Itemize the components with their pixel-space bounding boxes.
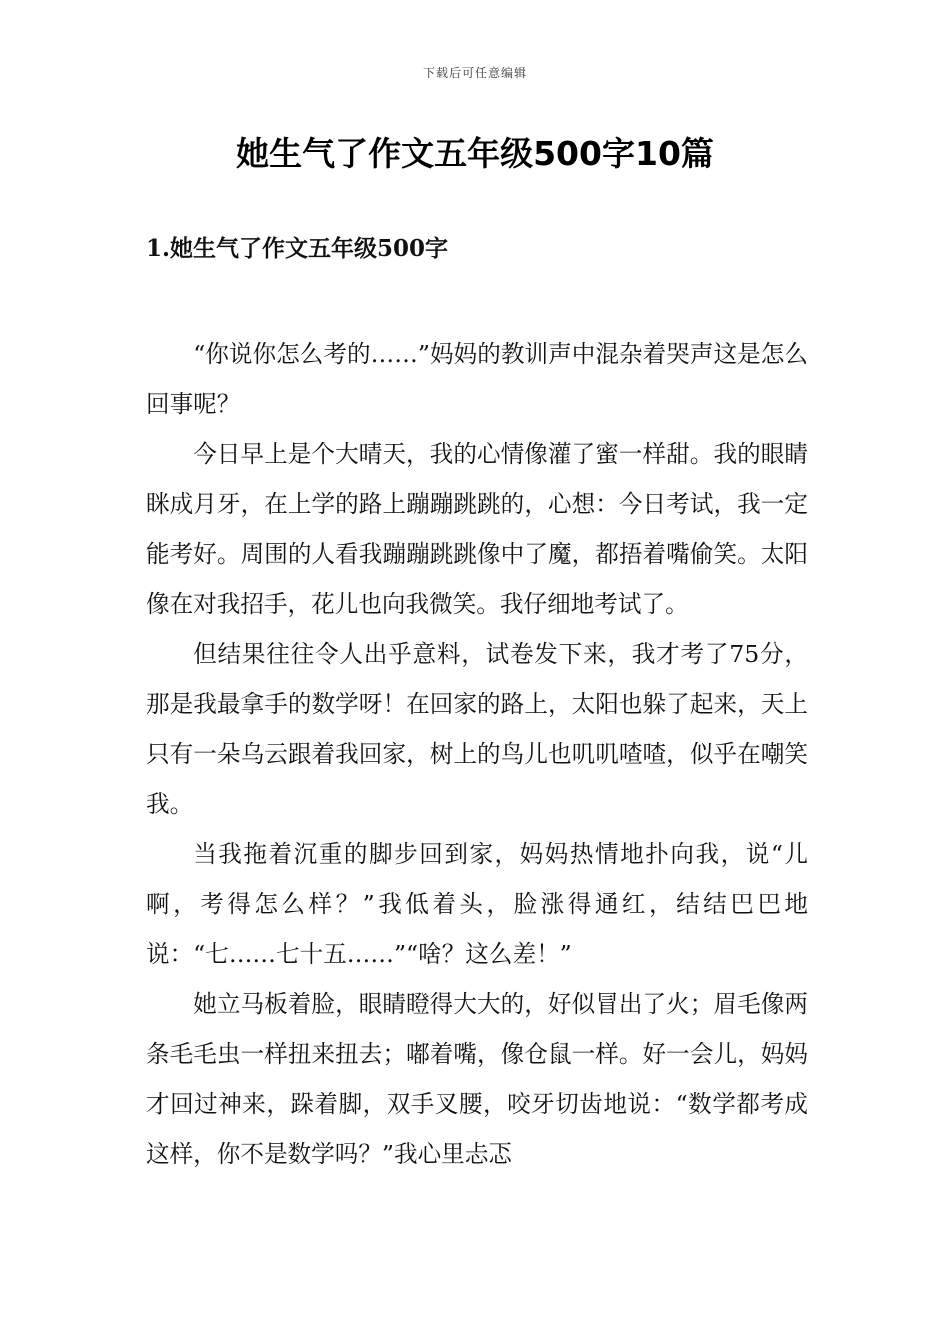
section-heading: 1.她生气了作文五年级500字	[146, 235, 449, 262]
essay-body	[146, 329, 808, 1179]
document-title: 她生气了作文五年级500字10篇	[236, 134, 714, 173]
header-note: 下载后可任意编辑	[422, 66, 527, 80]
paragraph: 但结果往往令人出乎意料，试卷发下来，我才考了75分，那是我最拿手的数学呀！在回家的路上，太阳也躲了起来，天上只有一朵乌云跟着我回家，树上的鸟儿也叽叽喳喳，似乎在嘲笑我。	[146, 640, 808, 818]
paragraph: 她立马板着脸，眼睛瞪得大大的，好似冒出了火；眉毛像两条毛毛虫一样扭来扭去；嘟着嘴，像仓鼠一样。好一会儿，妈妈才回过神来，跺着脚，双手叉腰，咬牙切齿地说：“数学都考成这样，你不是数学吗？”我心里忐忑	[146, 990, 808, 1168]
paragraph: 今日早上是个大晴天，我的心情像灌了蜜一样甜。我的眼睛眯成月牙，在上学的路上蹦蹦跳跳的，心想：今日考试，我一定能考好。周围的人看我蹦蹦跳跳像中了魔，都捂着嘴偷笑。太阳像在对我招手，花儿也向我微笑。我仔细地考试了。	[146, 440, 808, 618]
paragraph: “你说你怎么考的……”妈妈的教训声中混杂着哭声这是怎么回事呢？	[146, 340, 808, 418]
paragraph: 当我拖着沉重的脚步回到家，妈妈热情地扑向我，说“儿啊，考得怎么样？”我低着头，脸涨得通红，结结巴巴地说：“七……七十五……”“啥？这么差！”	[146, 840, 808, 968]
